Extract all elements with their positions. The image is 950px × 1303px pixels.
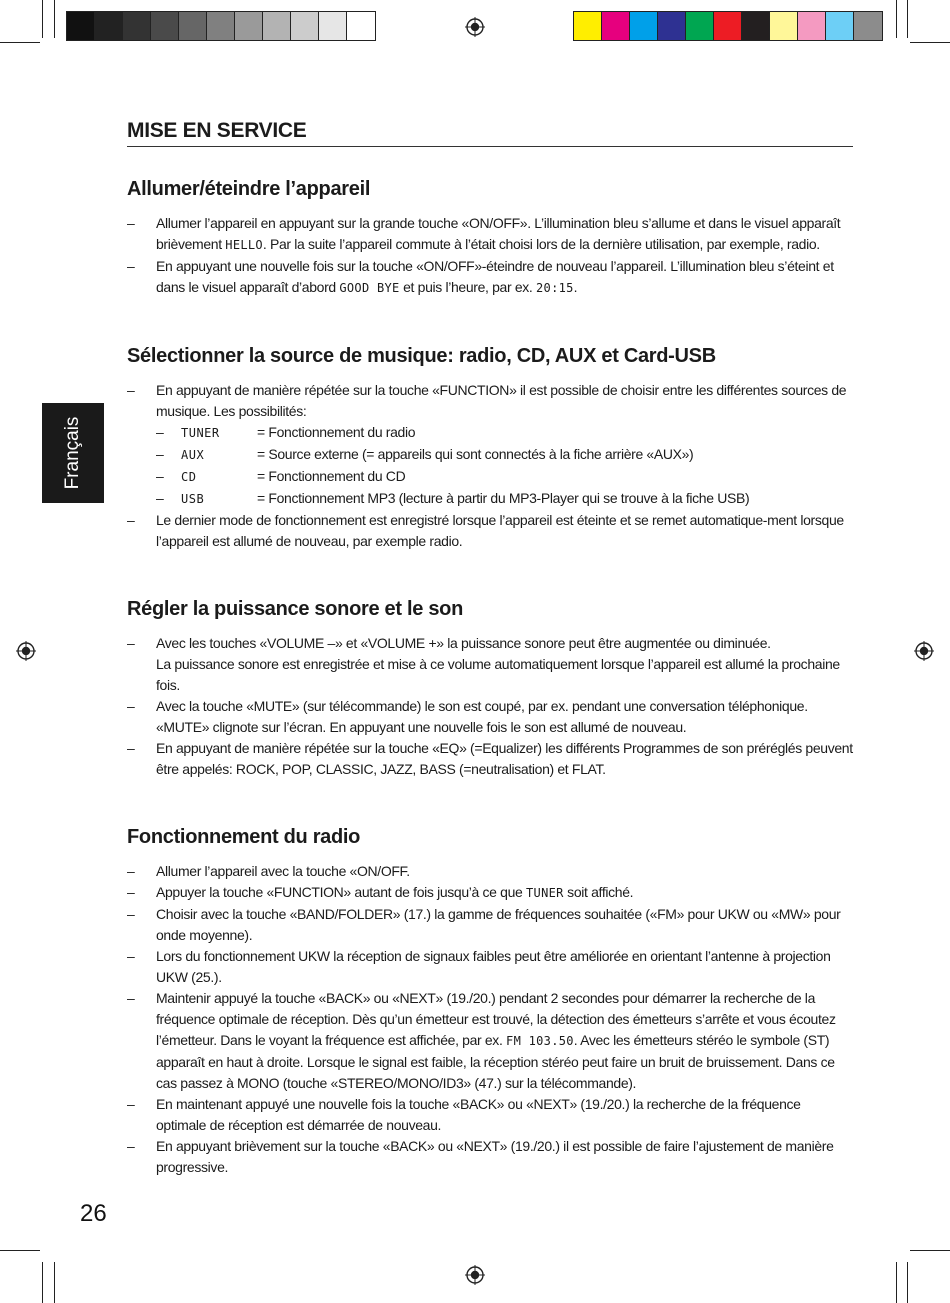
grayscale-calibration-bar xyxy=(66,11,376,41)
section-volume xyxy=(127,595,853,780)
crop-mark xyxy=(42,0,43,38)
list-item: – Allumer l’appareil en appuyant sur la grande touche «ON/OFF». L’illumination bleu s’allume et dans le visuel apparaît brièvement HELLO. Par la suite l’appareil commute à l’était choisi lors de la dernière utilisation, par exemple, radio. xyxy=(127,213,853,256)
language-tab xyxy=(42,403,104,503)
section-title: Régler la puissance sonore et le son xyxy=(127,598,463,620)
color-swatch xyxy=(630,12,658,40)
color-swatch xyxy=(67,12,95,40)
page-number: 26 xyxy=(80,1200,107,1227)
color-calibration-bar xyxy=(573,11,883,41)
color-swatch xyxy=(95,12,123,40)
source-item xyxy=(156,444,853,466)
list-item: – Le dernier mode de fonctionnement est enregistré lorsque l’appareil est éteinte et se remet automatique-ment lorsque l’appareil est allumé de nouveau, par exemple radio. xyxy=(127,510,853,552)
list-item: – Choisir avec la touche «BAND/FOLDER» (17.) la gamme de fréquences souhaitée («FM» pour UKW ou «MW» pour onde moyenne). xyxy=(127,904,853,946)
section-radio xyxy=(127,823,853,1178)
list-item: – Maintenir appuyé la touche «BACK» ou «NEXT» (19./20.) pendant 2 secondes pour démarrer la recherche de la fréquence optimale de réception. Dès qu’un émetteur est trouvé, la détection des émetteurs s’arrête et vous écoutez l’émetteur. Dans le voyant la fréquence est affichée, par ex. FM 103.50. Avec les émetteurs stéréo le symbole (ST) apparaît en haut à droite. Lorsque le signal est faible, la réception stéréo peut faire un bruit de bruissement. Dans ce cas passez à MONO (touche «STEREO/MONO/ID3» (47.) sur la télécommande). xyxy=(127,988,853,1094)
bullet-list xyxy=(127,213,853,299)
color-swatch xyxy=(854,12,882,40)
bullet-list xyxy=(127,380,853,552)
crop-mark xyxy=(896,1262,897,1303)
color-swatch xyxy=(770,12,798,40)
color-swatch xyxy=(291,12,319,40)
page-content xyxy=(127,117,853,1178)
color-swatch xyxy=(798,12,826,40)
list-item: – Avec les touches «VOLUME –» et «VOLUME +» la puissance sonore peut être augmentée ou diminuée. La puissance sonore est enregistrée et mise à ce volume automatiquement lorsque l’appareil est allumé la prochaine fois. xyxy=(127,633,853,696)
lcd-text: TUNER xyxy=(181,426,220,440)
lcd-text: CD xyxy=(181,470,197,484)
list-item: – Allumer l’appareil avec la touche «ON/OFF. xyxy=(127,861,853,882)
color-swatch xyxy=(319,12,347,40)
color-swatch xyxy=(235,12,263,40)
color-swatch xyxy=(263,12,291,40)
section-title: Sélectionner la source de musique: radio, CD, AUX et Card-USB xyxy=(127,345,716,367)
color-swatch xyxy=(602,12,630,40)
bullet-list xyxy=(127,633,853,780)
color-swatch xyxy=(179,12,207,40)
list-item: – En maintenant appuyé une nouvelle fois la touche «BACK» ou «NEXT» (19./20.) la recherche de la fréquence optimale de réception est démarrée de nouveau. xyxy=(127,1094,853,1136)
color-swatch xyxy=(574,12,602,40)
color-swatch xyxy=(714,12,742,40)
crop-mark xyxy=(0,1250,40,1251)
list-item: – En appuyant brièvement sur la touche «BACK» ou «NEXT» (19./20.) il est possible de faire l’ajustement de manière progressive. xyxy=(127,1136,853,1178)
source-list xyxy=(156,422,853,510)
source-description: = Source externe (= appareils qui sont connectés à la fiche arrière «AUX») xyxy=(257,446,694,462)
source-description: = Fonctionnement du CD xyxy=(257,468,406,484)
section-title: Allumer/éteindre l’appareil xyxy=(127,178,371,200)
registration-mark-icon xyxy=(465,1265,485,1285)
crop-mark xyxy=(910,1250,950,1251)
list-item: – Appuyer la touche «FUNCTION» autant de fois jusqu’à ce que TUNER soit affiché. xyxy=(127,882,853,904)
registration-mark-icon xyxy=(465,17,485,37)
list-item: – En appuyant de manière répétée sur la touche «EQ» (=Equalizer) les différents Programmes de son préréglés peuvent être appelés: ROCK, POP, CLASSIC, JAZZ, BASS (=neutralisation) et FLAT. xyxy=(127,738,853,780)
color-swatch xyxy=(151,12,179,40)
crop-mark xyxy=(54,0,55,38)
color-swatch xyxy=(658,12,686,40)
color-swatch xyxy=(123,12,151,40)
color-swatch xyxy=(826,12,854,40)
source-item xyxy=(156,422,853,444)
lcd-text: 20:15 xyxy=(536,281,574,295)
chapter-title: MISE EN SERVICE xyxy=(127,117,853,147)
crop-mark xyxy=(896,0,897,38)
crop-mark xyxy=(54,1262,55,1303)
color-swatch xyxy=(207,12,235,40)
source-description: = Fonctionnement MP3 (lecture à partir du MP3-Player qui se trouve à la fiche USB) xyxy=(257,490,750,506)
crop-mark xyxy=(907,1262,908,1303)
color-swatch xyxy=(347,12,375,40)
list-item: – En appuyant une nouvelle fois sur la touche «ON/OFF»-éteindre de nouveau l’appareil. L’illumination bleu s’éteint et dans le visuel apparaît d’abord GOOD BYE et puis l’heure, par ex. 20:15. xyxy=(127,256,853,299)
registration-mark-icon xyxy=(16,641,36,661)
list-item: – Lors du fonctionnement UKW la réception de signaux faibles peut être améliorée en orientant l’antenne à projection UKW (25.). xyxy=(127,946,853,988)
language-tab-label: Français xyxy=(62,416,83,490)
section-source xyxy=(127,342,853,552)
crop-mark xyxy=(910,42,950,43)
section-power xyxy=(127,175,853,299)
crop-mark xyxy=(907,0,908,38)
lcd-text: FM 103.50 xyxy=(506,1034,574,1048)
list-item: – En appuyant de manière répétée sur la touche «FUNCTION» il est possible de choisir entre les différentes sources de musique. Les possibilités: – TUNER = Fonctionnement du radio – AUX = Source externe (= appareils qui sont connectés à la fiche arrière «AUX») – CD = Fonctionnement du CD – USB = Fonctionnement MP3 (lecture à partir du MP3-Player qui se trouve à la fiche USB) xyxy=(127,380,853,510)
registration-mark-icon xyxy=(914,641,934,661)
crop-mark xyxy=(42,1262,43,1303)
source-item xyxy=(156,488,853,510)
lcd-text: TUNER xyxy=(526,886,564,900)
crop-mark xyxy=(0,42,40,43)
lcd-text: USB xyxy=(181,492,205,506)
bullet-list xyxy=(127,861,853,1178)
lcd-text: GOOD BYE xyxy=(339,281,400,295)
list-item: – Avec la touche «MUTE» (sur télécommande) le son est coupé, par ex. pendant une conversation téléphonique. «MUTE» clignote sur l’écran. En appuyant une nouvelle fois le son est allumé de nouveau. xyxy=(127,696,853,738)
section-title: Fonctionnement du radio xyxy=(127,826,361,848)
source-item xyxy=(156,466,853,488)
source-description: = Fonctionnement du radio xyxy=(257,424,416,440)
lcd-text: HELLO xyxy=(225,238,263,252)
color-swatch xyxy=(742,12,770,40)
lcd-text: AUX xyxy=(181,448,205,462)
color-swatch xyxy=(686,12,714,40)
